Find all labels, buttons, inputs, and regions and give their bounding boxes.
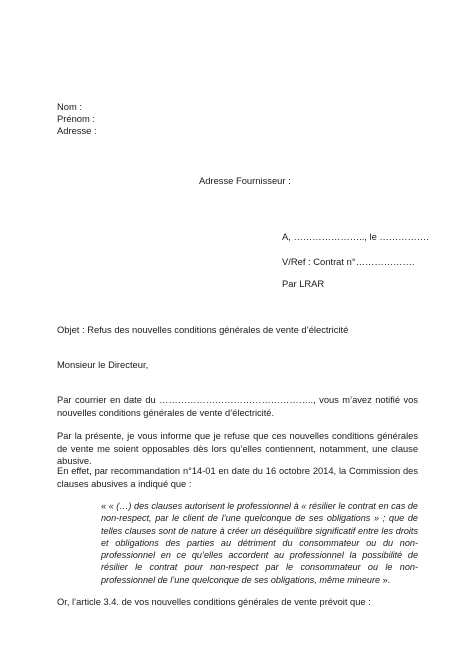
sender-address-label: Adresse : bbox=[57, 125, 97, 136]
paragraph-recommendation: En effet, par recommandation n°14-01 en date du 16 octobre 2014, la Commission des clauses abusives a indiqué que : bbox=[57, 466, 418, 489]
quote-open-mark: « bbox=[101, 501, 109, 511]
paragraph-notification: Par courrier en date du ………………………………………….., vous m’avez notifié vos nouvelles conditions générales de vente d’électricité. bbox=[57, 395, 418, 418]
salutation: Monsieur le Directeur, bbox=[57, 359, 149, 370]
quote-close-mark: ». bbox=[380, 574, 391, 585]
quote-body: « (…) des clauses autorisent le professionnel à « résilier le contrat en cas de non-respect, par le client de l’une quelconque de ses obligations » ; que de telles clauses sont de nature à créer un déséquilibre significatif entre les droits et obligations des parties au détriment du consommateur ou du non-professionnel en ce qu’elles accordent au professionnel la possibilité de résilier le contrat pour non-respect par le consommateur ou le non-professionnel de l’une quelconque de ses obligations, même mineure bbox=[101, 501, 418, 585]
sender-name-label: Nom : bbox=[57, 101, 83, 112]
paragraph-refusal: Par la présente, je vous informe que je refuse que ces nouvelles conditions générales de vente me soient opposables dès lors qu’elles contiennent, notamment, une clause abusive. bbox=[57, 431, 418, 466]
letter-subject: Objet : Refus des nouvelles conditions générales de vente d’électricité bbox=[57, 324, 349, 335]
quoted-recommendation bbox=[101, 500, 418, 586]
place-date-line: A, ………………….., le ……………. bbox=[282, 231, 429, 242]
sender-block bbox=[57, 101, 97, 137]
supplier-address-label: Adresse Fournisseur : bbox=[199, 175, 291, 186]
delivery-method: Par LRAR bbox=[282, 278, 325, 289]
paragraph-article: Or, l’article 3.4. de vos nouvelles conditions générales de vente prévoit que : bbox=[57, 597, 371, 607]
contract-reference: V/Ref : Contrat n°………………. bbox=[282, 256, 415, 267]
sender-firstname-label: Prénom : bbox=[57, 113, 96, 124]
